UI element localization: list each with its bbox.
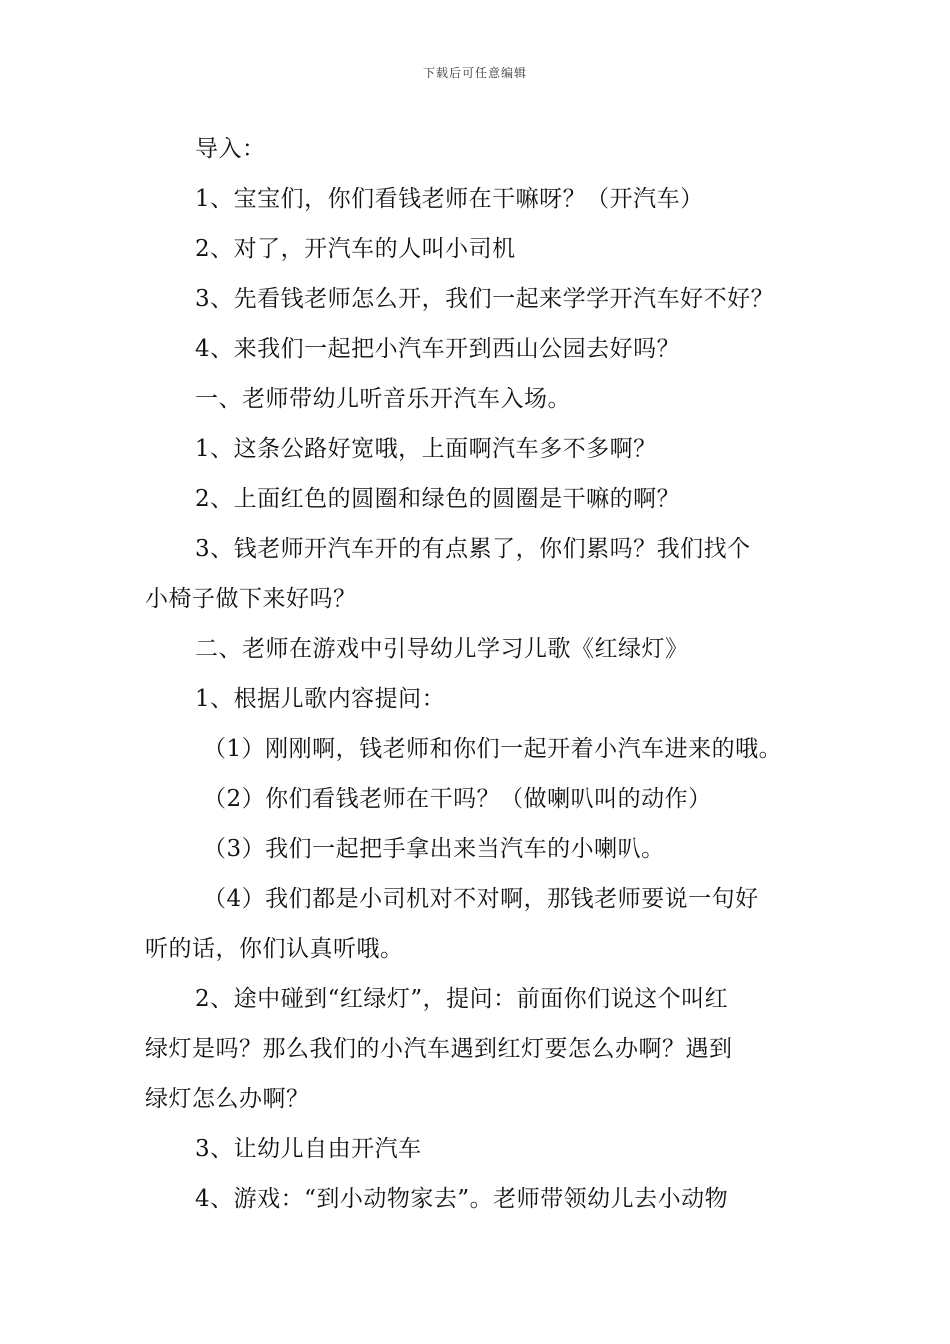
text-line: （3）我们一起把手拿出来当汽车的小喇叭。 bbox=[203, 836, 665, 862]
text-line: 听的话，你们认真听哦。 bbox=[145, 936, 404, 962]
text-line: 小椅子做下来好吗？ bbox=[145, 586, 357, 612]
text-line: 绿灯是吗？那么我们的小汽车遇到红灯要怎么办啊？遇到 bbox=[145, 1036, 733, 1062]
text-line: 3、钱老师开汽车开的有点累了，你们累吗？我们找个 bbox=[195, 536, 751, 562]
text-line: 绿灯怎么办啊？ bbox=[145, 1086, 310, 1112]
text-line: 1、宝宝们，你们看钱老师在干嘛呀？（开汽车） bbox=[195, 186, 704, 212]
text-line: 1、这条公路好宽哦，上面啊汽车多不多啊？ bbox=[195, 436, 657, 462]
text-line: 1、根据儿歌内容提问： bbox=[195, 686, 446, 712]
text-line: （2）你们看钱老师在干吗？（做喇叭叫的动作） bbox=[203, 786, 712, 812]
document-body bbox=[145, 124, 810, 1224]
text-line: 3、让幼儿自由开汽车 bbox=[195, 1136, 422, 1162]
text-line: 2、途中碰到“红绿灯”，提问：前面你们说这个叫红 bbox=[195, 986, 729, 1012]
text-line: 4、游戏：“到小动物家去”。老师带领幼儿去小动物 bbox=[195, 1186, 729, 1212]
page-header: 下载后可任意编辑 bbox=[422, 66, 527, 80]
text-line: 4、来我们一起把小汽车开到西山公园去好吗？ bbox=[195, 336, 681, 362]
section-heading: 一、老师带幼儿听音乐开汽车入场。 bbox=[195, 386, 571, 412]
text-line: 2、上面红色的圆圈和绿色的圆圈是干嘛的啊？ bbox=[195, 486, 681, 512]
text-line: 3、先看钱老师怎么开，我们一起来学学开汽车好不好？ bbox=[195, 286, 775, 312]
text-line: （4）我们都是小司机对不对啊，那钱老师要说一句好 bbox=[203, 886, 759, 912]
section-heading: 二、老师在游戏中引导幼儿学习儿歌《红绿灯》 bbox=[195, 636, 689, 662]
text-line: 2、对了，开汽车的人叫小司机 bbox=[195, 236, 516, 262]
text-line: 导入： bbox=[195, 136, 266, 162]
text-line: （1）刚刚啊，钱老师和你们一起开着小汽车进来的哦。 bbox=[203, 736, 783, 762]
